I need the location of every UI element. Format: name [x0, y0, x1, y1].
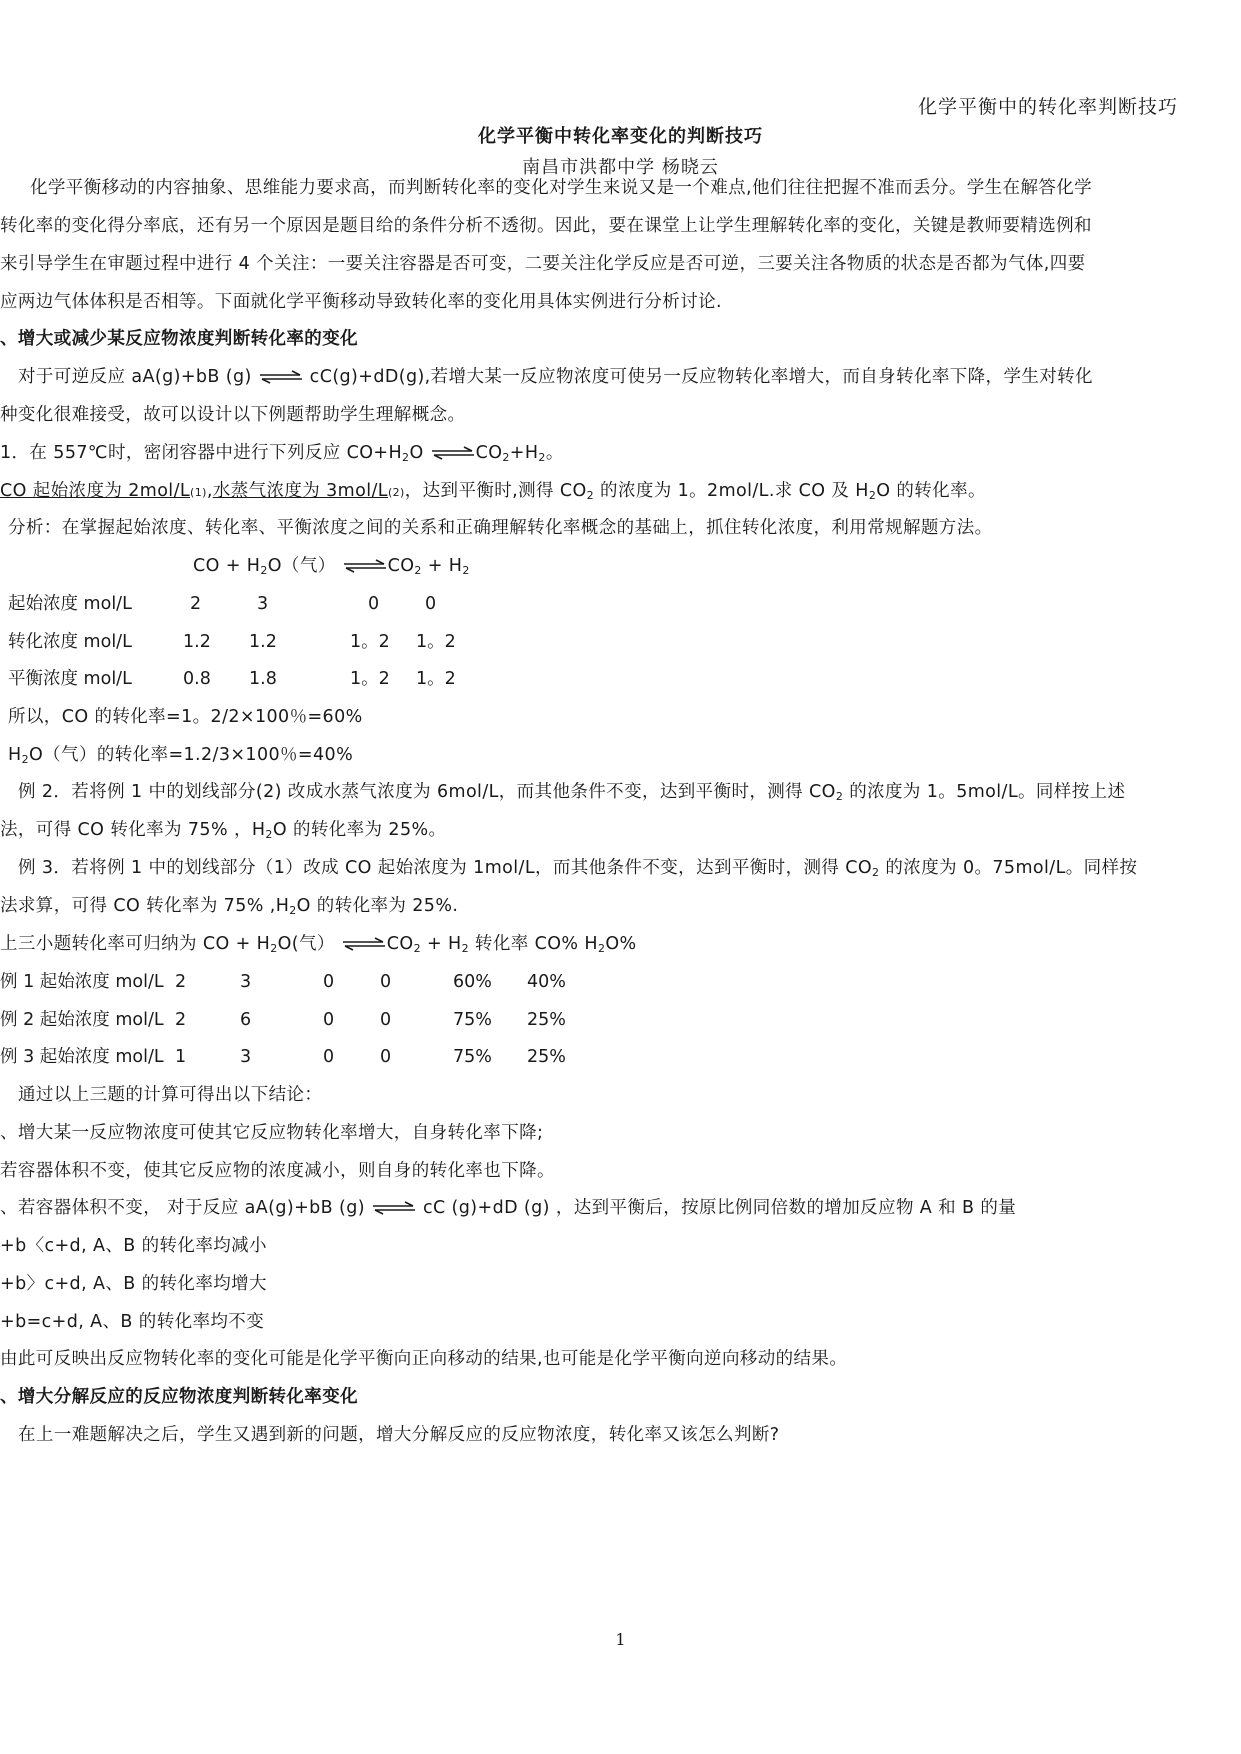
table-cell: 0	[368, 594, 380, 614]
table-row-label: 例 2 起始浓度 mol/L	[0, 1010, 164, 1030]
reaction-text: 对于可逆反应 aA(g)+bB (g)	[18, 367, 252, 387]
example-text: 1．在 557℃时，密闭容器中进行下列反应 CO+H	[0, 443, 403, 463]
table-cell: 0	[425, 594, 437, 614]
marker-2: (2)	[387, 486, 405, 499]
result-text: O（气）的转化率=1.2/3×100％=40%	[28, 745, 354, 765]
example-text: 法，可得 CO 转化率为 75% ，H	[0, 820, 266, 840]
conclusion-text: 、若容器体积不变， 对于反应 aA(g)+bB (g)	[0, 1198, 365, 1218]
conclusion-text: cC (g)+dD (g) ，达到平衡后，按原比例同倍数的增加反应物 A 和 B 的量	[422, 1198, 1017, 1218]
underlined-condition-2: 水蒸气浓度为 3mol/L	[212, 481, 388, 501]
table-cell: 60%	[453, 972, 492, 992]
table-cell: 40%	[527, 972, 566, 992]
summary-header	[0, 932, 637, 956]
intro-line: 化学平衡移动的内容抽象、思维能力要求高，而判断转化率的变化对学生来说又是一个难点,他们往往把握不准而丢分。学生在解答化学	[30, 178, 1093, 198]
table-cell: 1.8	[249, 669, 277, 689]
example-2-line	[0, 818, 446, 842]
table-row-label: 转化浓度 mol/L	[8, 632, 132, 652]
example-text: CO	[475, 443, 503, 463]
equation-text: + H	[421, 556, 463, 576]
equation-header	[193, 554, 470, 578]
subscript: 2	[835, 790, 844, 803]
page-title: 化学平衡中转化率变化的判断技巧	[478, 126, 763, 147]
subscript: 2	[872, 866, 880, 879]
table-cell: 1.2	[249, 632, 277, 652]
equation-text: CO	[387, 556, 415, 576]
table-row-label: 例 3 起始浓度 mol/L	[0, 1047, 164, 1067]
example-text: 的浓度为 1。5mol/L。同样按上述	[843, 782, 1126, 802]
reaction-text: cC(g)+dD(g),若增大某一反应物浓度可使另一反应物转化率增大，而自身转化率下降，学生对转化	[309, 367, 1093, 387]
summary-text: 上三小题转化率可归纳为 CO + H	[0, 934, 271, 954]
table-cell: 3	[240, 972, 252, 992]
table-cell: 0	[380, 1010, 392, 1030]
example-1-line	[0, 441, 564, 465]
conclusion-intro: 通过以上三题的计算可得出以下结论：	[18, 1085, 323, 1105]
paragraph-line: 在上一难题解决之后，学生又遇到新的问题，增大分解反应的反应物浓度，转化率又该怎么判断?	[18, 1425, 780, 1445]
example-text: O 的转化率。	[876, 481, 986, 501]
example-text: ,	[206, 481, 213, 501]
equilibrium-arrow-icon	[341, 937, 387, 951]
table-cell: 1。2	[416, 669, 456, 689]
table-cell: 3	[257, 594, 269, 614]
subscript: 2	[461, 942, 469, 955]
table-cell: 0	[380, 972, 392, 992]
subscript: 2	[260, 564, 268, 577]
intro-line: 应两边气体体积是否相等。下面就化学平衡移动导致转化率的变化用具体实例进行分析讨论.	[0, 292, 722, 312]
example-text: +H	[509, 443, 539, 463]
conclusion-line	[0, 1196, 1016, 1220]
table-cell: 0.8	[183, 669, 211, 689]
running-header: 化学平衡中的转化率判断技巧	[917, 96, 1178, 118]
case-line: +b=c+d, A、B 的转化率均不变	[0, 1312, 265, 1332]
summary-text: CO	[386, 934, 414, 954]
subscript: 2	[21, 753, 29, 766]
example-text: 例 2．若将例 1 中的划线部分(2) 改成水蒸气浓度为 6mol/L，而其他条件不变，达到平衡时，测得 CO	[18, 782, 836, 802]
conclusion-line: 由此可反映出反应物转化率的变化可能是化学平衡向正向移动的结果,也可能是化学平衡向逆向移动的结果。	[0, 1349, 848, 1369]
subscript: 2	[289, 904, 297, 917]
marker-1: (1)	[190, 486, 207, 499]
example-text: ，达到平衡时,测得 CO	[404, 481, 587, 501]
conclusion-line: 若容器体积不变，使其它反应物的浓度减小，则自身的转化率也下降。	[0, 1161, 555, 1181]
equation-text: CO + H	[193, 556, 261, 576]
table-cell: 2	[175, 972, 187, 992]
table-row-label: 例 1 起始浓度 mol/L	[0, 972, 164, 992]
table-cell: 0	[323, 1010, 335, 1030]
example-text: 。	[545, 443, 564, 463]
result-line	[8, 743, 353, 767]
analysis-line: 分析：在掌握起始浓度、转化率、平衡浓度之间的关系和正确理解转化率概念的基础上，抓住转化浓度，利用常规解题方法。	[8, 518, 993, 538]
subscript: 2	[462, 564, 470, 577]
table-cell: 1。2	[416, 632, 456, 652]
example-2-line	[18, 780, 1125, 804]
subscript: 2	[868, 489, 877, 502]
table-cell: 1	[175, 1047, 187, 1067]
table-cell: 25%	[527, 1047, 566, 1067]
subscript: 2	[413, 942, 421, 955]
result-text: H	[8, 745, 22, 765]
table-cell: 75%	[453, 1010, 492, 1030]
subscript: 2	[597, 942, 606, 955]
example-text: 的浓度为 0。75mol/L。同样按	[879, 858, 1138, 878]
subscript: 2	[402, 451, 410, 464]
summary-text: O%	[605, 934, 637, 954]
equilibrium-arrow-icon	[342, 559, 388, 573]
table-cell: 1.2	[183, 632, 211, 652]
subscript: 2	[414, 564, 422, 577]
case-line: +b〉c+d, A、B 的转化率均增大	[0, 1274, 267, 1294]
example-text: O 的转化率为 25%。	[272, 820, 447, 840]
example-1-conditions	[0, 479, 986, 505]
table-cell: 2	[190, 594, 202, 614]
table-cell: 2	[175, 1010, 187, 1030]
example-text: 的浓度为 1。2mol/L.求 CO 及 H	[594, 481, 869, 501]
table-cell: 6	[240, 1010, 252, 1030]
table-cell: 75%	[453, 1047, 492, 1067]
subscript: 2	[270, 942, 278, 955]
example-text: 例 3．若将例 1 中的划线部分（1）改成 CO 起始浓度为 1mol/L，而其他条件不变，达到平衡时，测得 CO	[18, 858, 873, 878]
example-3-line	[18, 856, 1137, 880]
table-cell: 0	[323, 972, 335, 992]
table-cell: 3	[240, 1047, 252, 1067]
author-line: 南昌市洪都中学 杨晓云	[522, 157, 719, 178]
equilibrium-arrow-icon	[371, 1201, 417, 1215]
page-number: 1	[615, 1630, 626, 1649]
result-line: 所以，CO 的转化率=1。2/2×100％=60%	[8, 707, 363, 727]
section-heading: 、增大或减少某反应物浓度判断转化率的变化	[0, 329, 358, 349]
summary-text: O(气）	[277, 934, 335, 954]
example-text: 法求算，可得 CO 转化率为 75% ,H	[0, 896, 290, 916]
paragraph-line	[18, 365, 1093, 389]
conclusion-line: 、增大某一反应物浓度可使其它反应物转化率增大，自身转化率下降;	[0, 1123, 544, 1143]
intro-line: 来引导学生在审题过程中进行 4 个关注：一要关注容器是否可变，二要关注化学反应是否可逆，三要关注各物质的状态是否都为气体,四要	[0, 254, 1086, 274]
equation-text: O（气）	[267, 556, 336, 576]
example-text: O 的转化率为 25%.	[296, 896, 459, 916]
subscript: 2	[265, 828, 273, 841]
intro-line: 转化率的变化得分率底，还有另一个原因是题目给的条件分析不透彻。因此，要在课堂上让学生理解转化率的变化，关键是教师要精选例和	[0, 216, 1092, 236]
subscript: 2	[538, 451, 546, 464]
example-3-line	[0, 894, 458, 918]
case-line: +b〈c+d, A、B 的转化率均减小	[0, 1236, 267, 1256]
paragraph-line: 种变化很难接受，故可以设计以下例题帮助学生理解概念。	[0, 405, 466, 425]
table-cell: 1。2	[350, 632, 390, 652]
subscript: 2	[502, 451, 510, 464]
table-cell: 0	[323, 1047, 335, 1067]
table-row-label: 起始浓度 mol/L	[8, 594, 132, 614]
underlined-condition-1: CO 起始浓度为 2mol/L	[0, 481, 191, 501]
table-cell: 1。2	[350, 669, 390, 689]
equilibrium-arrow-icon	[430, 446, 476, 460]
table-cell: 0	[380, 1047, 392, 1067]
table-cell: 25%	[527, 1010, 566, 1030]
summary-text: + H	[421, 934, 462, 954]
equilibrium-arrow-icon	[258, 370, 304, 384]
table-row-label: 平衡浓度 mol/L	[8, 669, 132, 689]
example-text: O	[409, 443, 424, 463]
section-heading: 、增大分解反应的反应物浓度判断转化率变化	[0, 1387, 358, 1407]
summary-text: 转化率 CO% H	[468, 934, 598, 954]
subscript: 2	[586, 489, 595, 502]
